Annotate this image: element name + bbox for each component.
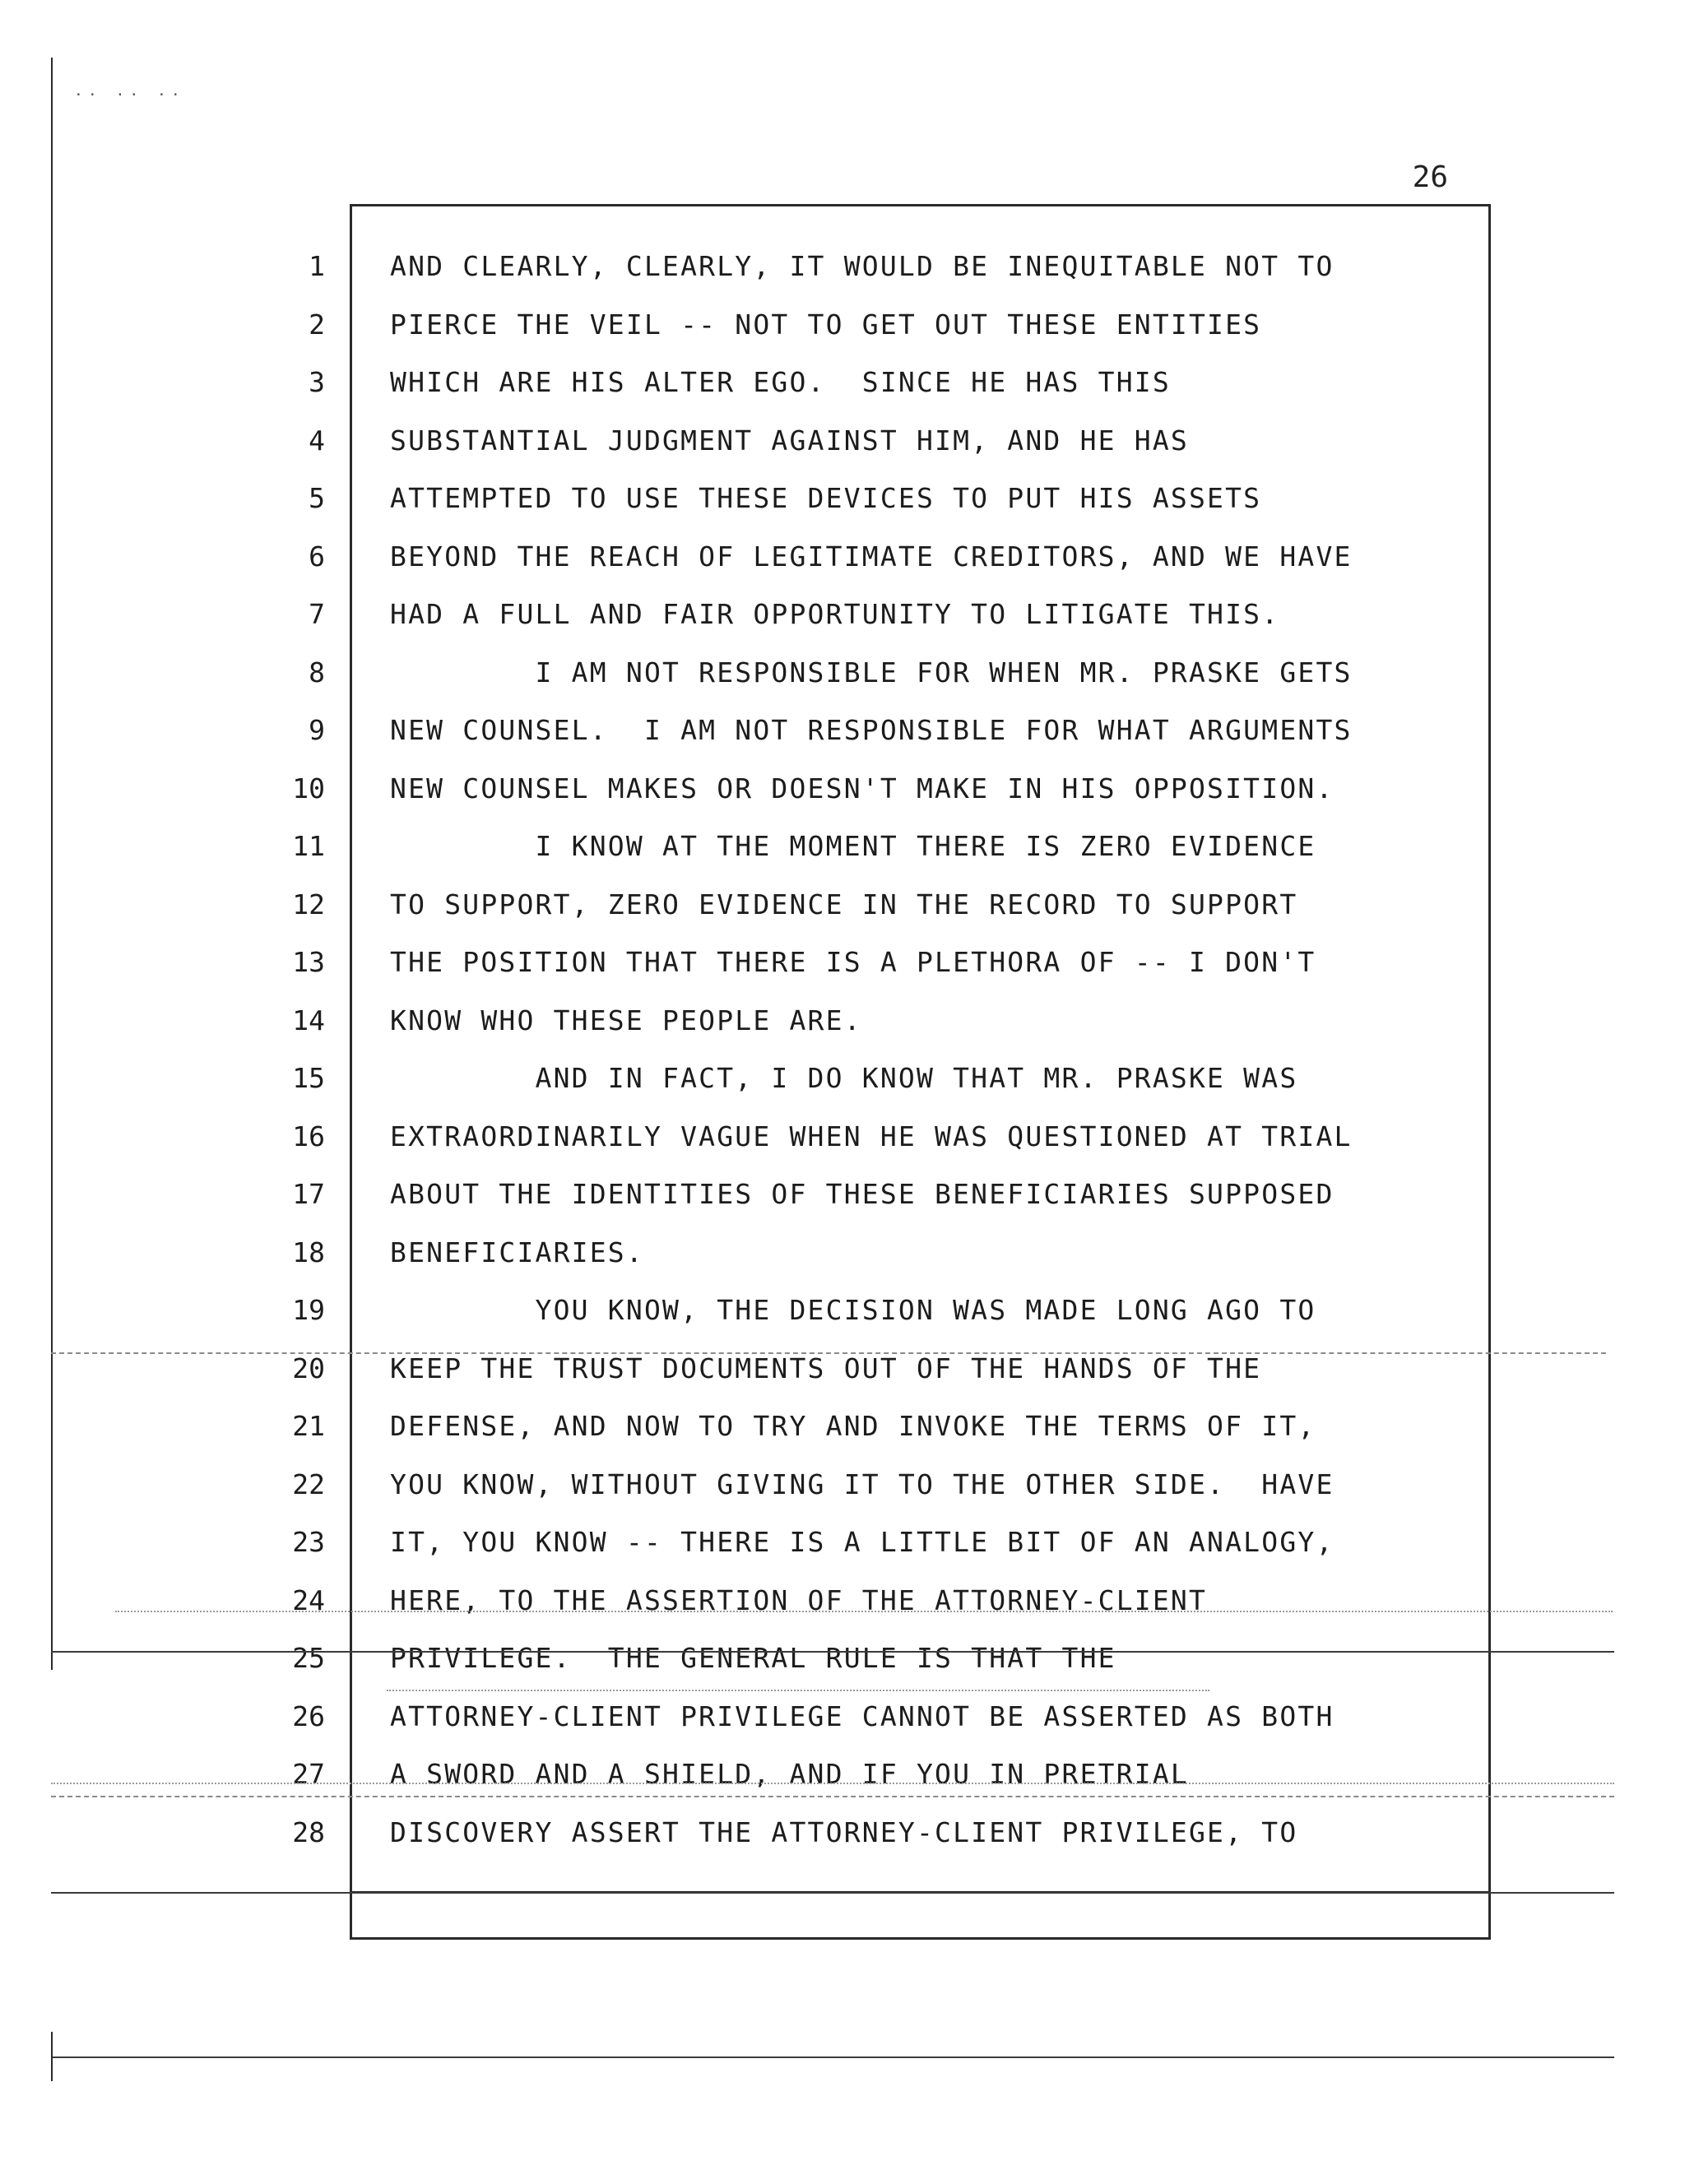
line-number: 9 [309,714,325,746]
transcript-line: BEYOND THE REACH OF LEGITIMATE CREDITORS, AND WE HAVE [390,540,1353,573]
transcript-line: EXTRAORDINARILY VAGUE WHEN HE WAS QUESTIONED AT TRIAL [390,1120,1353,1152]
line-number: 7 [309,598,325,630]
transcript-line: YOU KNOW, WITHOUT GIVING IT TO THE OTHER SIDE. HAVE [390,1468,1335,1500]
transcript-line: A SWORD AND A SHIELD, AND IF YOU IN PRETRIAL [390,1758,1189,1790]
transcript-line: NEW COUNSEL. I AM NOT RESPONSIBLE FOR WHAT ARGUMENTS [390,714,1353,746]
line-number: 4 [309,424,325,457]
scan-artifact-rule [51,1783,1614,1784]
transcript-line: I AM NOT RESPONSIBLE FOR WHEN MR. PRASKE GETS [390,656,1353,689]
transcript-line: PIERCE THE VEIL -- NOT TO GET OUT THESE ENTITIES [390,308,1262,341]
line-number: 24 [292,1584,325,1616]
line-number: 1 [309,250,325,282]
line-number: 21 [292,1410,325,1442]
line-number: 5 [309,482,325,514]
scan-artifact-tick [51,2032,53,2081]
line-number: 22 [292,1468,325,1500]
transcript-line: HERE, TO THE ASSERTION OF THE ATTORNEY-CLIENT [390,1584,1208,1616]
transcript-line: YOU KNOW, THE DECISION WAS MADE LONG AGO TO [390,1294,1316,1326]
transcript-line: ATTEMPTED TO USE THESE DEVICES TO PUT HIS ASSETS [390,482,1262,514]
line-number: 26 [292,1699,325,1732]
line-number: 25 [292,1642,325,1674]
scan-artifact-rule [51,1892,1614,1894]
line-number: 12 [292,888,325,920]
line-number: 8 [309,656,325,689]
line-number: 19 [292,1294,325,1326]
transcript-line: KEEP THE TRUST DOCUMENTS OUT OF THE HANDS OF THE [390,1352,1262,1384]
page-number: 26 [1412,160,1448,194]
transcript-line: KNOW WHO THESE PEOPLE ARE. [390,1004,862,1036]
line-number: 14 [292,1004,325,1036]
left-margin-rule [51,58,53,1670]
scan-stamp-marks: ·· ·· ·· [74,86,185,104]
transcript-line: TO SUPPORT, ZERO EVIDENCE IN THE RECORD TO SUPPORT [390,888,1298,920]
transcript-text-column [390,242,1476,1866]
transcript-line: I KNOW AT THE MOMENT THERE IS ZERO EVIDENCE [390,830,1316,862]
line-number: 11 [292,830,325,862]
transcript-line: THE POSITION THAT THERE IS A PLETHORA OF -- I DON'T [390,946,1316,978]
transcript-line: DISCOVERY ASSERT THE ATTORNEY-CLIENT PRIVILEGE, TO [390,1815,1298,1848]
transcript-line: HAD A FULL AND FAIR OPPORTUNITY TO LITIGATE THIS. [390,598,1280,630]
transcript-line: BENEFICIARIES. [390,1236,644,1268]
transcript-line: IT, YOU KNOW -- THERE IS A LITTLE BIT OF AN ANALOGY, [390,1526,1335,1558]
line-number: 16 [292,1120,325,1152]
transcript-line: DEFENSE, AND NOW TO TRY AND INVOKE THE TERMS OF IT, [390,1410,1316,1442]
line-number: 28 [292,1815,325,1848]
line-number: 6 [309,540,325,573]
line-number: 23 [292,1526,325,1558]
line-number: 13 [292,946,325,978]
transcript-line: AND CLEARLY, CLEARLY, IT WOULD BE INEQUITABLE NOT TO [390,250,1335,282]
transcript-line: NEW COUNSEL MAKES OR DOESN'T MAKE IN HIS OPPOSITION. [390,772,1335,805]
transcript-line: ABOUT THE IDENTITIES OF THESE BENEFICIARIES SUPPOSED [390,1178,1335,1210]
line-number: 3 [309,366,325,398]
scan-artifact-rule [51,1651,1614,1653]
transcript-line: ATTORNEY-CLIENT PRIVILEGE CANNOT BE ASSERTED AS BOTH [390,1699,1335,1732]
transcript-line: SUBSTANTIAL JUDGMENT AGAINST HIM, AND HE HAS [390,424,1189,457]
line-number: 18 [292,1236,325,1268]
transcript-line: PRIVILEGE. THE GENERAL RULE IS THAT THE [390,1642,1116,1674]
scan-artifact-rule [51,1352,1606,1354]
line-number-column [247,242,325,1866]
scan-artifact-rule [51,1796,1614,1797]
line-number: 15 [292,1062,325,1094]
line-number: 10 [292,772,325,805]
line-number: 27 [292,1758,325,1790]
transcript-line: WHICH ARE HIS ALTER EGO. SINCE HE HAS THIS [390,366,1171,398]
scan-artifact-rule [115,1611,1613,1612]
transcript-line: AND IN FACT, I DO KNOW THAT MR. PRASKE WAS [390,1062,1298,1094]
line-number: 17 [292,1178,325,1210]
line-number: 20 [292,1352,325,1384]
scan-artifact-rule [51,2056,1614,2058]
scan-artifact-rule [387,1690,1209,1691]
line-number: 2 [309,308,325,341]
